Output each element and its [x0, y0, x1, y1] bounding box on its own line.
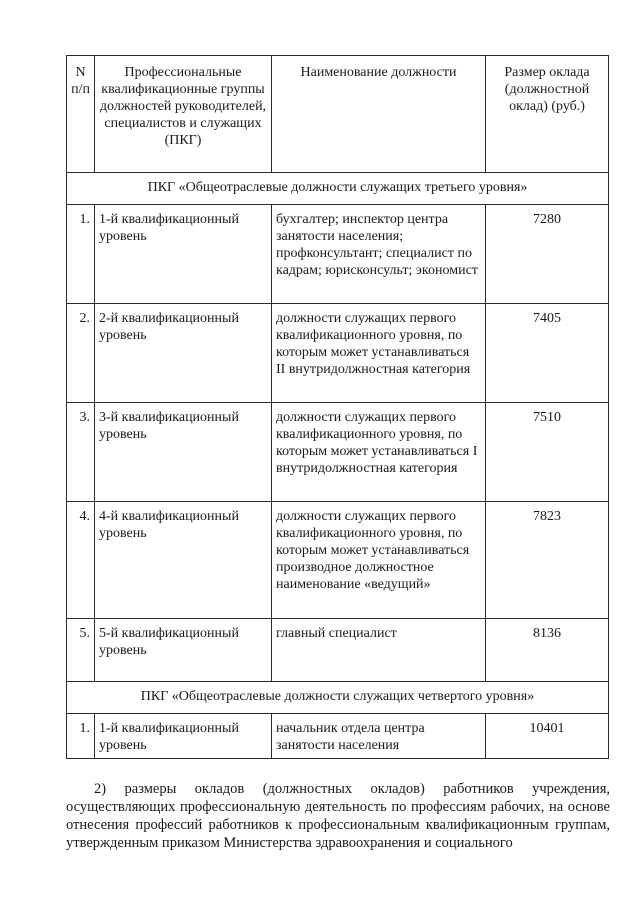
row-group: 3-й квалификационный уровень — [95, 403, 272, 502]
row-number: 3. — [67, 403, 95, 502]
row-group: 1-й квалификационный уровень — [95, 714, 272, 759]
table-row — [67, 714, 609, 759]
row-group: 2-й квалификационный уровень — [95, 304, 272, 403]
row-number: 1. — [67, 714, 95, 759]
table-header-row — [67, 56, 609, 173]
row-salary: 8136 — [486, 619, 609, 682]
row-position: бухгалтер; инспектор центра занятости населения; профконсультант; специалист по кадрам; юрисконсульт; экономист — [272, 205, 486, 304]
header-salary: Размер оклада (должностной оклад) (руб.) — [486, 56, 609, 173]
section-row-fourth-level — [67, 682, 609, 714]
table-row — [67, 304, 609, 403]
body-paragraph: 2) размеры окладов (должностных окладов) работников учреждения, осуществляющих профессиональную деятельность по профессиям рабочих, на основе отнесения профессий работников к профессиональным квалификационным группам, утвержденным приказом Министерства здравоохранения и социального — [66, 780, 610, 851]
row-salary: 10401 — [486, 714, 609, 759]
row-position: должности служащих первого квалификационного уровня, по которым может устанавливаться II внутридолжностная категория — [272, 304, 486, 403]
row-number: 2. — [67, 304, 95, 403]
row-number: 1. — [67, 205, 95, 304]
header-number: N п/п — [67, 56, 95, 173]
salary-table — [66, 55, 609, 759]
table-row — [67, 205, 609, 304]
table-row — [67, 619, 609, 682]
row-position: должности служащих первого квалификационного уровня, по которым может устанавливаться I внутридолжностная категория — [272, 403, 486, 502]
header-position: Наименование должности — [272, 56, 486, 173]
row-group: 5-й квалификационный уровень — [95, 619, 272, 682]
section-row-third-level — [67, 173, 609, 205]
row-number: 4. — [67, 502, 95, 619]
table-row — [67, 403, 609, 502]
section-title: ПКГ «Общеотраслевые должности служащих третьего уровня» — [67, 173, 609, 205]
row-position: должности служащих первого квалификационного уровня, по которым может устанавливаться производное должностное наименование «ведущий» — [272, 502, 486, 619]
row-position: начальник отдела центра занятости населения — [272, 714, 486, 759]
header-group: Профессиональные квалификационные группы должностей руководителей, специалистов и служащих (ПКГ) — [95, 56, 272, 173]
row-salary: 7280 — [486, 205, 609, 304]
table-row — [67, 502, 609, 619]
row-group: 1-й квалификационный уровень — [95, 205, 272, 304]
row-salary: 7405 — [486, 304, 609, 403]
row-salary: 7823 — [486, 502, 609, 619]
section-title: ПКГ «Общеотраслевые должности служащих четвертого уровня» — [67, 682, 609, 714]
row-group: 4-й квалификационный уровень — [95, 502, 272, 619]
row-number: 5. — [67, 619, 95, 682]
row-salary: 7510 — [486, 403, 609, 502]
row-position: главный специалист — [272, 619, 486, 682]
